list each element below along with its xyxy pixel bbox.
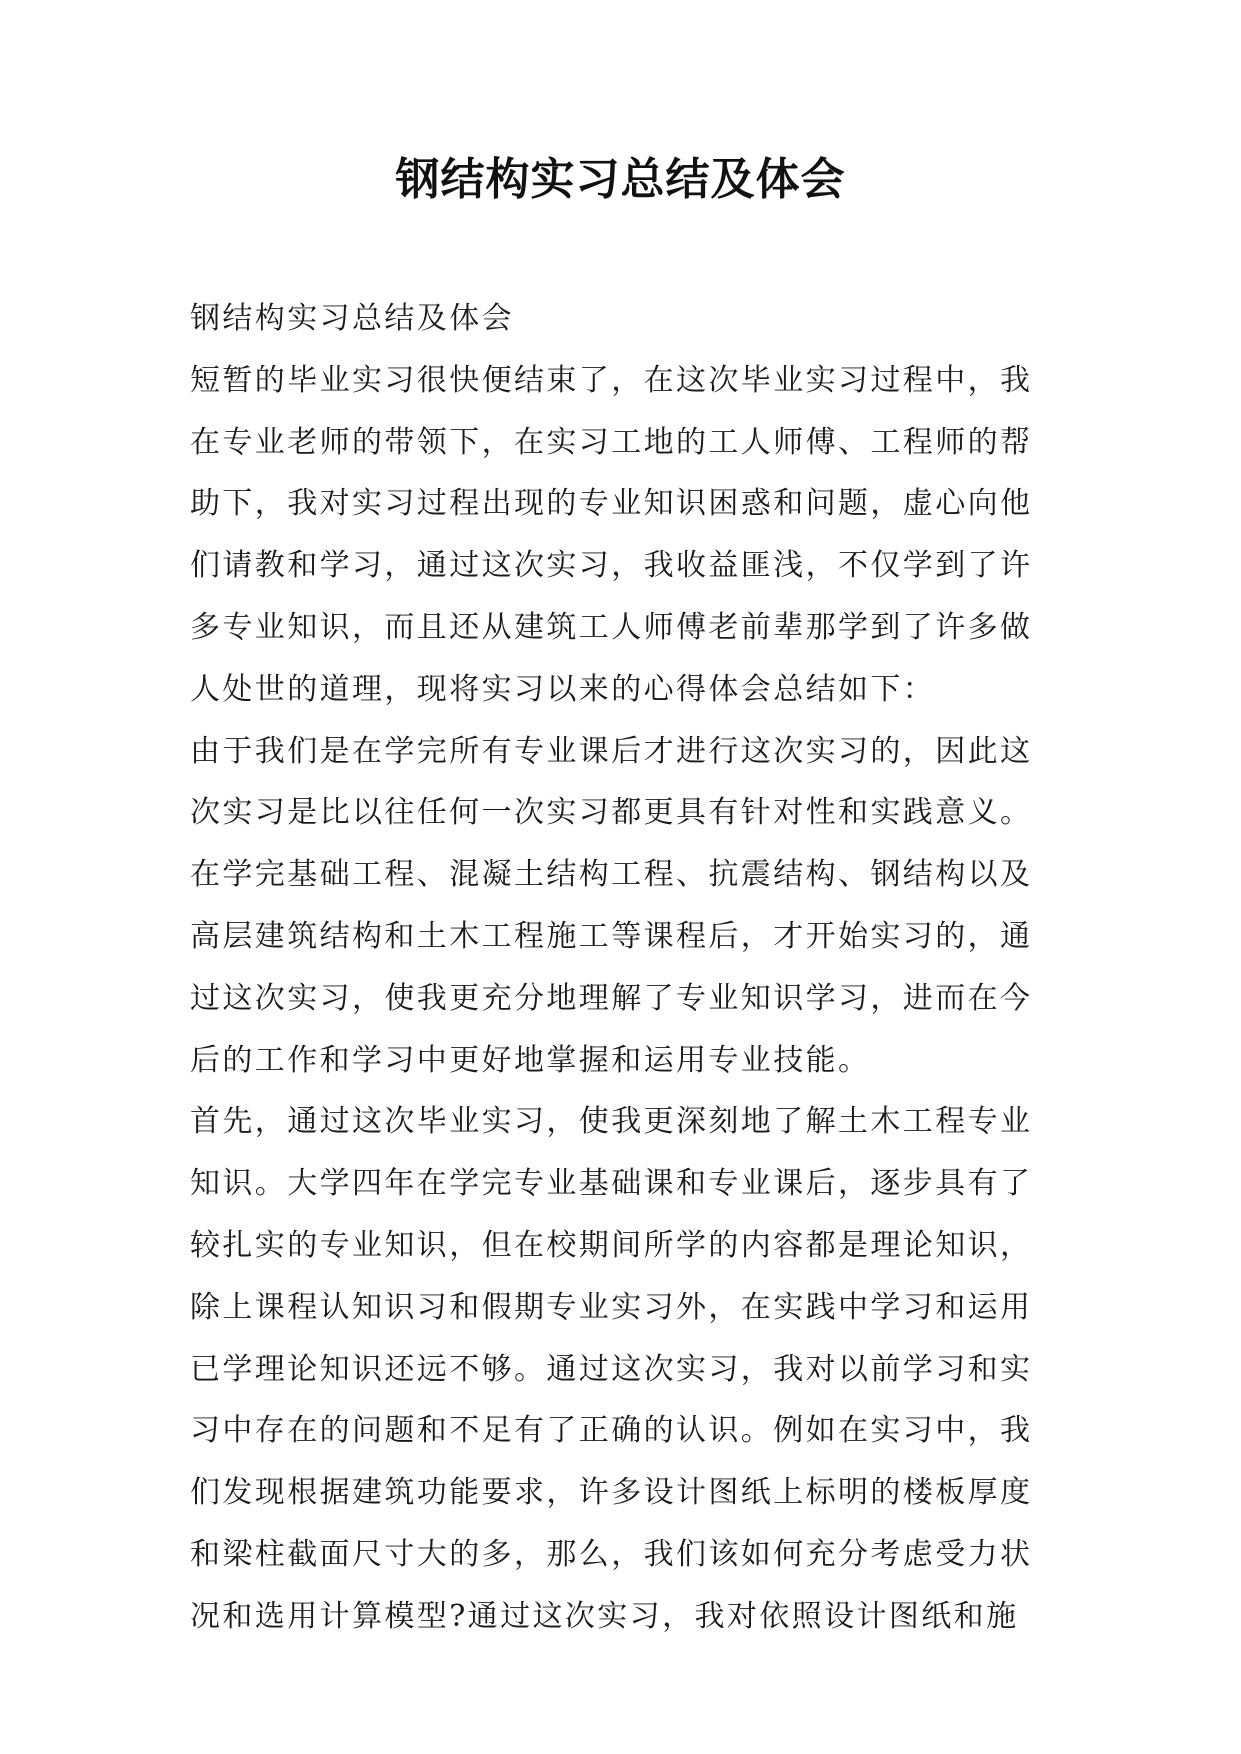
body-line: 和梁柱截面尺寸大的多，那么，我们该如何充分考虑受力状	[190, 1536, 1033, 1572]
body-line: 后的工作和学习中更好地掌握和运用专业技能。	[190, 1042, 871, 1078]
body-line-subtitle: 钢结构实习总结及体会	[190, 301, 514, 336]
body-line: 多专业知识，而且还从建筑工人师傅老前辈那学到了许多做	[190, 609, 1033, 645]
body-line: 高层建筑结构和土木工程施工等课程后，才开始实习的，通	[190, 918, 1033, 954]
body-line: 习中存在的问题和不足有了正确的认识。例如在实习中，我	[190, 1413, 1033, 1449]
body-line: 们发现根据建筑功能要求，许多设计图纸上标明的楼板厚度	[190, 1475, 1033, 1511]
body-line: 过这次实习，使我更充分地理解了专业知识学习，进而在今	[190, 980, 1033, 1016]
body-line: 在专业老师的带领下，在实习工地的工人师傅、工程师的帮	[190, 424, 1033, 460]
body-line: 较扎实的专业知识，但在校期间所学的内容都是理论知识，	[190, 1227, 1033, 1263]
body-line: 在学完基础工程、混凝土结构工程、抗震结构、钢结构以及	[190, 857, 1033, 893]
document-title: 钢结构实习总结及体会	[395, 154, 846, 205]
body-line: 们请教和学习，通过这次实习，我收益匪浅，不仅学到了许	[190, 548, 1033, 584]
body-line: 次实习是比以往任何一次实习都更具有针对性和实践意义。	[190, 795, 1033, 831]
body-line: 况和选用计算模型?通过这次实习，我对依照设计图纸和施	[190, 1598, 1019, 1634]
document-body	[190, 288, 1070, 1648]
body-line: 首先，通过这次毕业实习，使我更深刻地了解土木工程专业	[190, 1104, 1033, 1140]
body-line: 由于我们是在学完所有专业课后才进行这次实习的，因此这	[190, 733, 1033, 769]
body-line: 助下，我对实习过程出现的专业知识困惑和问题，虚心向他	[190, 486, 1033, 522]
body-line: 已学理论知识还远不够。通过这次实习，我对以前学习和实	[190, 1351, 1033, 1387]
body-line: 知识。大学四年在学完专业基础课和专业课后，逐步具有了	[190, 1166, 1033, 1202]
body-line: 除上课程认知识习和假期专业实习外，在实践中学习和运用	[190, 1289, 1033, 1325]
body-line: 人处世的道理，现将实习以来的心得体会总结如下：	[190, 671, 936, 707]
body-line: 短暂的毕业实习很快便结束了，在这次毕业实习过程中，我	[190, 362, 1033, 398]
